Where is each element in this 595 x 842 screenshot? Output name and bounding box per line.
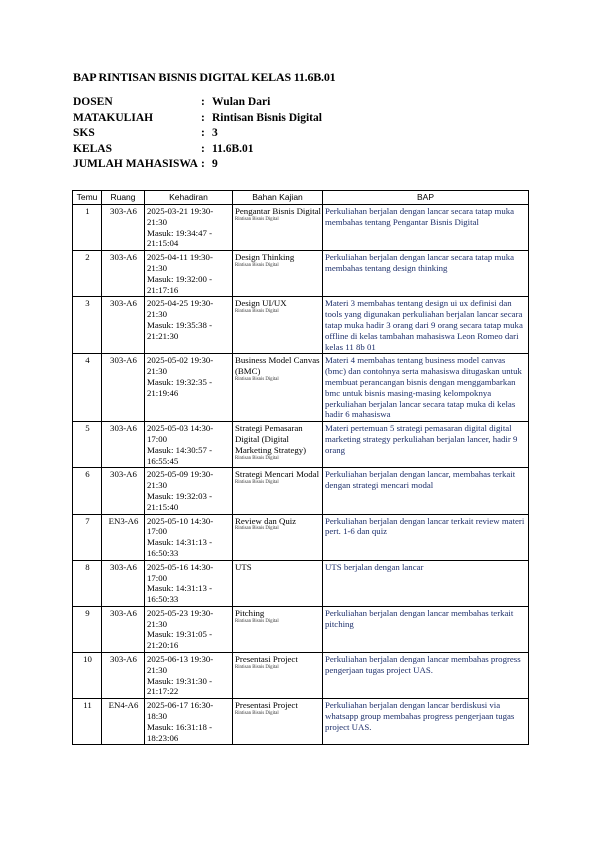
info-row-sks (73, 126, 322, 142)
cell-bahan-subtitle: Rintisan Bisnis Digital (235, 455, 279, 461)
cell-bap: Materi 4 membahas tentang business model canvas (bmc) dan contohnya serta mahasiswa ditugaskan untuk membuat perancangan bisnis dengan menggambarkan bmc untuk bisnis masing-masing kelompoknya perkuliahan berjalan lancar secara tatap muka di kelas hadir 6 mahasiswa (323, 354, 529, 422)
bap-table (72, 190, 529, 745)
header-ruang: Ruang (102, 191, 145, 205)
cell-masuk: Masuk: 14:31:13 - 16:50:33 (147, 583, 212, 605)
cell-bahan-kajian (233, 297, 323, 354)
table-row (73, 297, 529, 354)
cell-jadwal: 2025-05-09 19:30-21:30 (147, 469, 214, 491)
cell-bahan-subtitle: Rintisan Bisnis Digital (235, 711, 279, 717)
cell-bahan-kajian (233, 354, 323, 422)
cell-temu: 1 (73, 205, 102, 251)
cell-ruang: 303-A6 (102, 297, 145, 354)
info-label: JUMLAH MAHASISWA (73, 158, 198, 170)
cell-bahan: Presentasi Project (235, 654, 298, 665)
cell-masuk: Masuk: 19:35:38 - 21:21:30 (147, 319, 212, 341)
table-row (73, 354, 529, 422)
cell-kehadiran (145, 560, 233, 606)
cell-ruang: 303-A6 (102, 606, 145, 652)
info-label: MATAKULIAH (73, 111, 154, 124)
cell-bahan-subtitle: Rintisan Bisnis Digital (235, 664, 279, 670)
cell-bap: Materi pertemuan 5 strategi pemasaran digital digital marketing strategy perkuliahan berjalan lancer, hadir 9 orang (323, 422, 529, 468)
cell-jadwal: 2025-05-23 19:30-21:30 (147, 607, 214, 629)
cell-bahan-kajian (233, 205, 323, 251)
info-separator: : (201, 158, 205, 170)
info-separator: : (201, 96, 205, 108)
header-temu: Temu (73, 191, 102, 205)
cell-temu: 2 (73, 251, 102, 297)
cell-ruang: EN4-A6 (102, 699, 145, 745)
cell-masuk: Masuk: 16:31:18 - 18:23:06 (147, 721, 212, 743)
cell-jadwal: 2025-03-21 19:30-21:30 (147, 206, 214, 227)
cell-ruang: 303-A6 (102, 560, 145, 606)
cell-temu: 8 (73, 560, 102, 606)
info-value: Rintisan Bisnis Digital (212, 111, 322, 124)
cell-bahan-kajian (233, 653, 323, 699)
info-label: SKS (73, 127, 95, 139)
info-row-jumlah-mahasiswa (73, 157, 322, 173)
cell-kehadiran (145, 251, 233, 297)
info-row-matakuliah (73, 111, 322, 127)
cell-jadwal: 2025-04-25 19:30-21:30 (147, 298, 214, 320)
cell-masuk: Masuk: 14:30:57 - 16:55:45 (147, 444, 212, 466)
cell-temu: 5 (73, 422, 102, 468)
cell-jadwal: 2025-06-17 16:30-18:30 (147, 700, 214, 722)
cell-bahan-kajian (233, 514, 323, 560)
cell-kehadiran (145, 354, 233, 422)
cell-bahan-subtitle: Rintisan Bisnis Digital (235, 262, 279, 268)
cell-bahan-subtitle: Rintisan Bisnis Digital (235, 618, 279, 624)
cell-bahan: Design Thinking (235, 252, 295, 263)
cell-masuk: Masuk: 19:34:47 - 21:15:04 (147, 227, 212, 249)
cell-bahan-kajian (233, 422, 323, 468)
cell-bap: Materi 3 membahas tentang design ui ux definisi dan tools yang digunakan perkuliahan berjalan lancar secara tatap muka hadir 3 orang dari 9 orang secara tatap muka offline di kelas tambahan mahasiswa Leon Romeo dari kelas 11 8b 01 (323, 297, 529, 354)
cell-ruang: EN3-A6 (102, 514, 145, 560)
table-row (73, 251, 529, 297)
cell-jadwal: 2025-05-16 14:30-17:00 (147, 561, 214, 583)
info-value: 9 (212, 158, 218, 170)
cell-bap: Perkuliahan berjalan dengan lancar berdiskusi via whatsapp group membahas progress pengerjaan tugas project UAS. (323, 699, 529, 745)
table-row (73, 205, 529, 251)
info-separator: : (201, 111, 205, 124)
cell-bap: Perkuliahan berjalan dengan lancar, membahas terkait dengan strategi mencari modal (323, 468, 529, 514)
info-value: Wulan Dari (212, 96, 271, 108)
table-row (73, 514, 529, 560)
cell-bahan: Business Model Canvas (BMC) (235, 355, 320, 377)
cell-bahan: Design UI/UX (235, 298, 287, 309)
cell-bap: Perkuliahan berjalan dengan lancar membahas progress pengerjaan tugas project UAS. (323, 653, 529, 699)
cell-bahan: Strategi Pemasaran Digital (Digital Marketing Strategy) (235, 423, 307, 455)
cell-masuk: Masuk: 19:32:03 - 21:15:40 (147, 490, 212, 512)
cell-ruang: 303-A6 (102, 251, 145, 297)
cell-masuk: Masuk: 19:31:30 - 21:17:22 (147, 675, 212, 697)
info-separator: : (201, 142, 205, 155)
cell-bahan-subtitle: Rintisan Bisnis Digital (235, 526, 279, 532)
table-row (73, 653, 529, 699)
cell-masuk: Masuk: 19:31:05 - 21:20:16 (147, 629, 212, 651)
cell-ruang: 303-A6 (102, 653, 145, 699)
cell-temu: 6 (73, 468, 102, 514)
cell-kehadiran (145, 699, 233, 745)
cell-temu: 4 (73, 354, 102, 422)
cell-ruang: 303-A6 (102, 354, 145, 422)
cell-bahan-subtitle: Rintisan Bisnis Digital (235, 480, 279, 486)
cell-bahan-kajian (233, 560, 323, 606)
table-row (73, 606, 529, 652)
cell-kehadiran (145, 514, 233, 560)
cell-bap: Perkuliahan berjalan dengan lancar terkait review materi pert. 1-6 dan quiz (323, 514, 529, 560)
cell-bap: Perkuliahan berjalan dengan lancar membahas terkait pitching (323, 606, 529, 652)
cell-ruang: 303-A6 (102, 205, 145, 251)
cell-masuk: Masuk: 19:32:00 - 21:17:16 (147, 273, 212, 295)
cell-masuk: Masuk: 19:32:35 - 21:19:46 (147, 376, 212, 398)
cell-kehadiran (145, 653, 233, 699)
course-info (73, 95, 322, 173)
cell-temu: 3 (73, 297, 102, 354)
cell-ruang: 303-A6 (102, 422, 145, 468)
table-row (73, 422, 529, 468)
cell-bahan: Pengantar Bisnis Digital (235, 206, 322, 216)
info-value: 11.6B.01 (212, 142, 254, 155)
cell-bahan-kajian (233, 606, 323, 652)
table-row (73, 560, 529, 606)
cell-jadwal: 2025-05-02 19:30-21:30 (147, 355, 214, 377)
header-kehadiran: Kehadiran (145, 191, 233, 205)
cell-bahan-kajian (233, 699, 323, 745)
cell-bahan-kajian (233, 251, 323, 297)
cell-bap: Perkuliahan berjalan dengan lancar secara tatap muka membahas tentang design thinking (323, 251, 529, 297)
cell-bahan: UTS (235, 561, 252, 572)
cell-jadwal: 2025-06-13 19:30-21:30 (147, 654, 214, 675)
cell-kehadiran (145, 422, 233, 468)
info-row-dosen (73, 95, 322, 111)
cell-bahan: Review dan Quiz (235, 515, 297, 526)
cell-masuk: Masuk: 14:31:13 - 16:50:33 (147, 537, 212, 558)
cell-bap: UTS berjalan dengan lancar (323, 560, 529, 606)
info-separator: : (201, 127, 205, 139)
cell-bahan: Presentasi Project (235, 700, 298, 711)
cell-jadwal: 2025-05-10 14:30-17:00 (147, 515, 214, 537)
cell-kehadiran (145, 606, 233, 652)
header-bap: BAP (323, 191, 529, 205)
info-value: 3 (212, 127, 218, 139)
cell-temu: 9 (73, 606, 102, 652)
cell-kehadiran (145, 205, 233, 251)
table-row (73, 468, 529, 514)
info-label: DOSEN (73, 96, 113, 108)
cell-bahan-subtitle: Rintisan Bisnis Digital (235, 216, 279, 222)
cell-temu: 11 (73, 699, 102, 745)
header-bahan-kajian: Bahan Kajian (233, 191, 323, 205)
cell-bap: Perkuliahan berjalan dengan lancar secara tatap muka membahas tentang Pengantar Bisnis Digital (323, 205, 529, 251)
table-header-row (73, 191, 529, 205)
cell-jadwal: 2025-05-03 14:30-17:00 (147, 423, 214, 444)
cell-kehadiran (145, 468, 233, 514)
cell-ruang: 303-A6 (102, 468, 145, 514)
table-row (73, 699, 529, 745)
cell-bahan-subtitle: Rintisan Bisnis Digital (235, 376, 279, 382)
info-row-kelas (73, 142, 322, 158)
cell-bahan: Pitching (235, 607, 265, 618)
info-label: KELAS (73, 142, 112, 155)
cell-bahan-subtitle: Rintisan Bisnis Digital (235, 309, 279, 315)
cell-bahan: Strategi Mencari Modal (235, 469, 320, 480)
document-title: BAP RINTISAN BISNIS DIGITAL KELAS 11.6B.01 (73, 70, 336, 84)
cell-temu: 10 (73, 653, 102, 699)
cell-bahan-kajian (233, 468, 323, 514)
cell-temu: 7 (73, 514, 102, 560)
cell-kehadiran (145, 297, 233, 354)
cell-jadwal: 2025-04-11 19:30-21:30 (147, 252, 213, 273)
